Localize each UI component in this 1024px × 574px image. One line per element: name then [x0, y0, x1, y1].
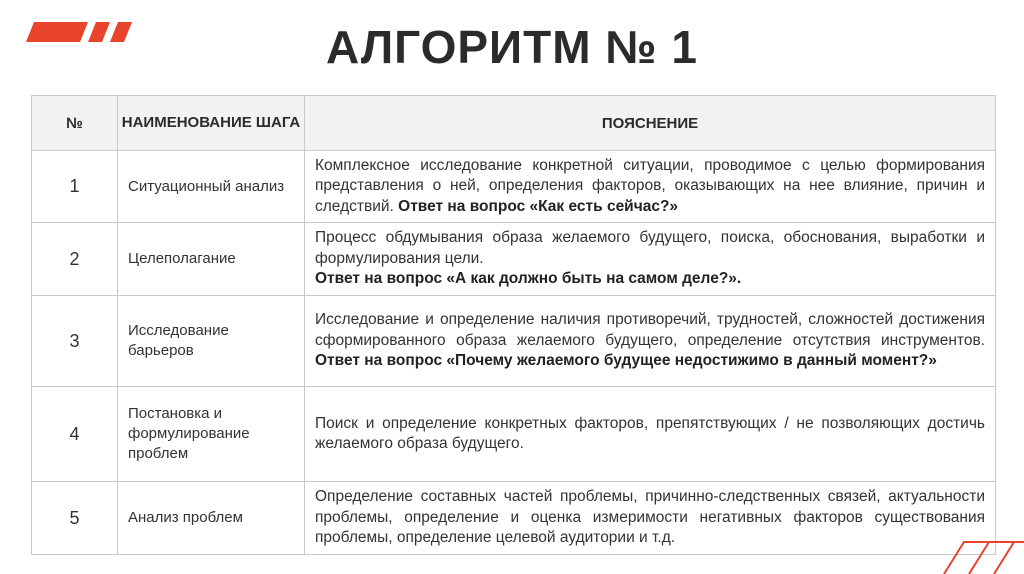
- step-explanation: [305, 387, 996, 482]
- explanation-text: Определение составных частей проблемы, причинно-следственных связей, актуальности проблемы, определение и оценка измеримости негативных факторов существования проблемы, определение целевой аудитории и т.д.: [315, 488, 985, 547]
- step-number: 3: [32, 296, 118, 387]
- page-title: АЛГОРИТМ № 1: [326, 21, 698, 73]
- step-number: 5: [32, 482, 118, 555]
- explanation-question: Ответ на вопрос «А как должно быть на самом деле?».: [315, 270, 742, 288]
- step-explanation: [305, 223, 996, 296]
- step-number: 2: [32, 223, 118, 296]
- column-header-explanation: ПОЯСНЕНИЕ: [305, 96, 996, 151]
- step-name: Анализ проблем: [118, 482, 305, 555]
- step-name: Целеполагание: [118, 223, 305, 296]
- table-row: [32, 296, 996, 387]
- explanation-text: Исследование и определение наличия противоречий, трудностей, сложностей достижения сформированного образа желаемого будущего, определение отсутствия инструментов.: [315, 311, 985, 349]
- table-header-row: [32, 96, 996, 151]
- explanation-text: Комплексное исследование конкретной ситуации, проводимое с целью формирования представления о ней, определения факторов, оказывающих на нее влияние, причин и следствий.: [315, 156, 985, 215]
- explanation-question: Ответ на вопрос «Почему желаемого будущее недостижимо в данный момент?»: [315, 352, 937, 370]
- column-header-step-name: НАИМЕНОВАНИЕ ШАГА: [118, 96, 305, 151]
- step-name: Исследование барьеров: [118, 296, 305, 387]
- explanation-question: Ответ на вопрос «Как есть сейчас?»: [398, 197, 679, 215]
- step-number: 4: [32, 387, 118, 482]
- table-row: [32, 223, 996, 296]
- step-explanation: [305, 296, 996, 387]
- step-explanation: [305, 151, 996, 223]
- step-number: 1: [32, 151, 118, 223]
- explanation-text: Процесс обдумывания образа желаемого будущего, поиска, обоснования, выработки и формулирования цели.: [315, 229, 985, 267]
- step-name: Постановка и формулирование проблем: [118, 387, 305, 482]
- table-row: [32, 387, 996, 482]
- algorithm-table: [31, 95, 996, 555]
- explanation-text: Поиск и определение конкретных факторов, препятствующих / не позволяющих достичь желаемого образа будущего.: [315, 414, 985, 452]
- column-header-number: №: [32, 96, 118, 151]
- decorative-corner-lines-icon: [874, 514, 1024, 574]
- step-name: Ситуационный анализ: [118, 151, 305, 223]
- table-row: [32, 151, 996, 223]
- table-row: [32, 482, 996, 555]
